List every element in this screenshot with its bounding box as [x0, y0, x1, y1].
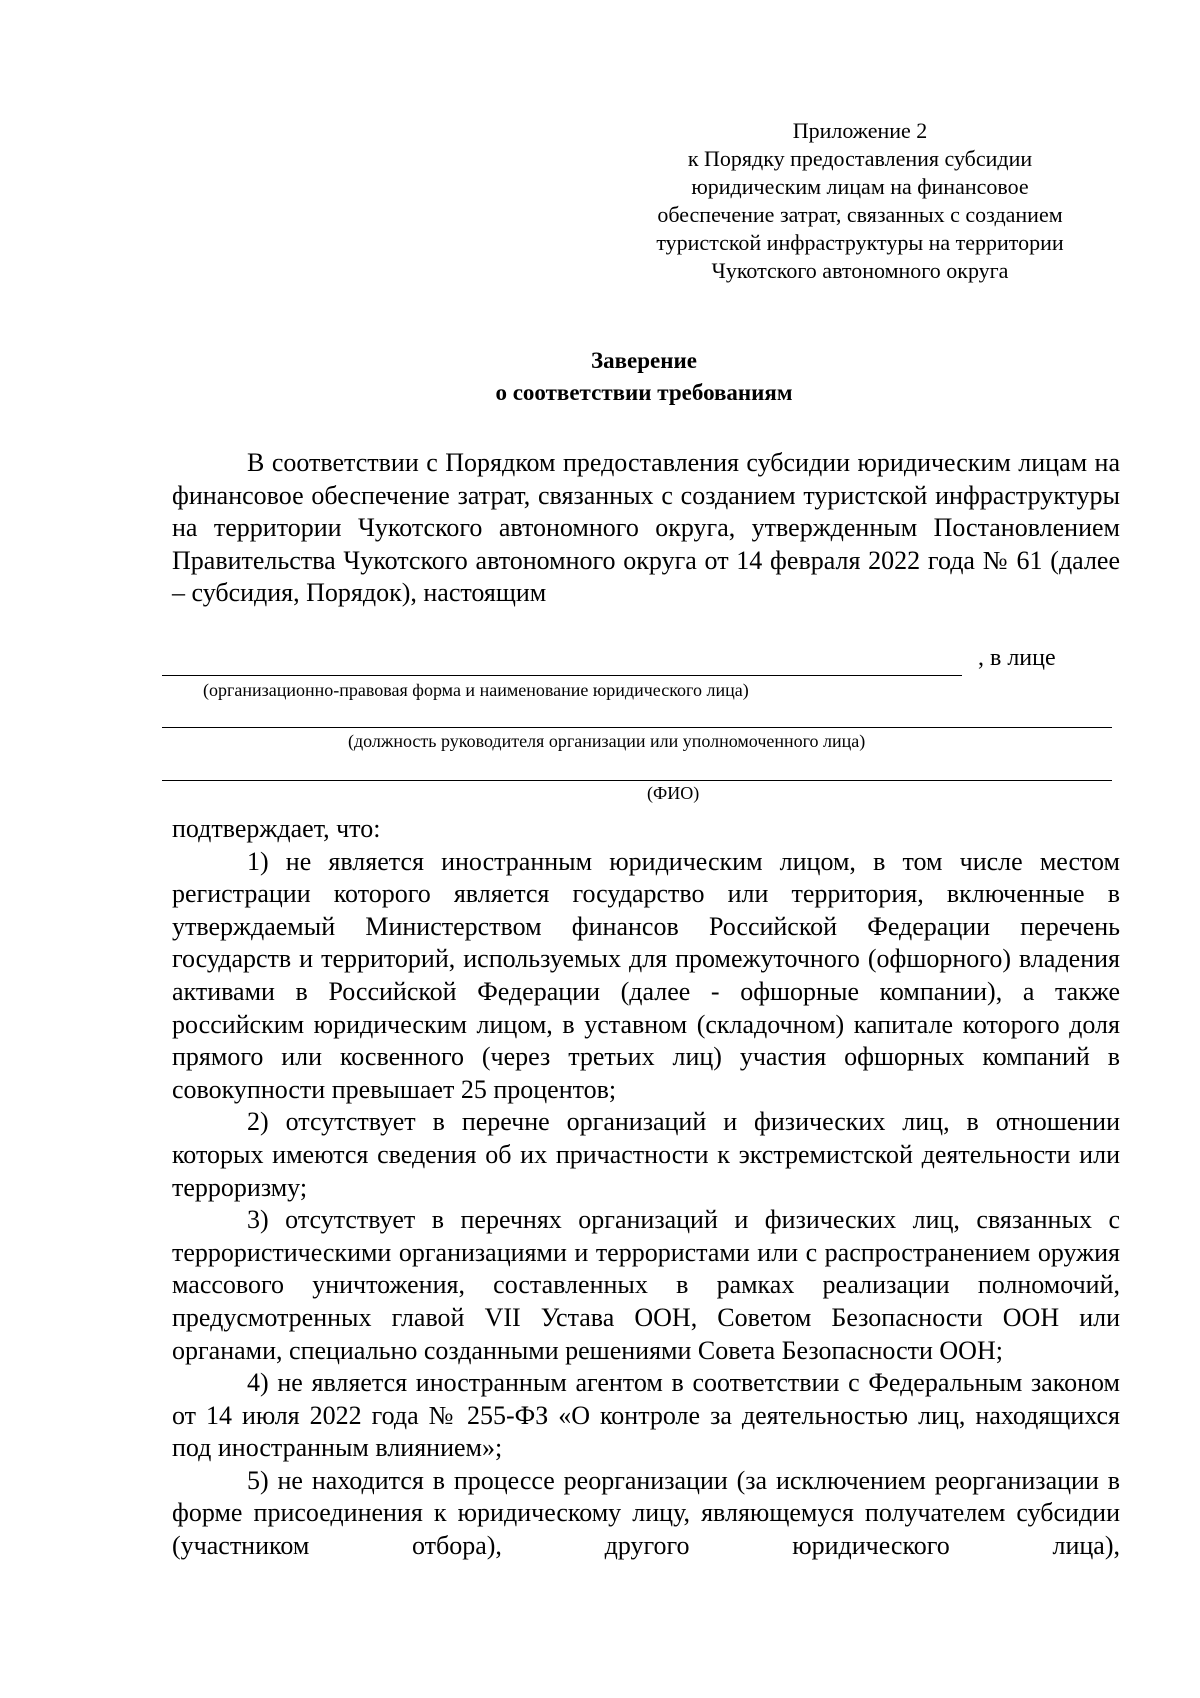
- appendix-line: к Порядку предоставления субсидии: [687, 146, 1033, 171]
- fio-caption: (ФИО): [647, 783, 700, 803]
- in-person-label: , в лице: [978, 645, 1056, 671]
- condition-item: 2) отсутствует в перечне организаций и физических лиц, в отношении которых имеются сведения об их причастности к экстремистской деятельности или терроризму;: [172, 1107, 1120, 1202]
- appendix-line: Чукотского автономного округа: [711, 258, 1009, 283]
- confirms-text: подтверждает, что:: [172, 814, 381, 843]
- document-title: [0, 345, 1200, 409]
- appendix-line: туристской инфраструктуры на территории: [656, 230, 1064, 255]
- conditions-section: [172, 813, 1120, 1563]
- appendix-line: Приложение 2: [792, 118, 928, 143]
- condition-item: 3) отсутствует в перечнях организаций и физических лиц, связанных с террористическими организациями и террористами или с распространением оружия массового уничтожения, составленных в рамках реализации полномочий, предусмотренных главой VII Устава ООН, Советом Безопасности ООН или органами, специально созданными решениями Совета Безопасности ООН;: [172, 1205, 1120, 1365]
- condition-item: 1) не является иностранным юридическим лицом, в том числе местом регистрации которого является государство или территория, включенные в утверждаемый Министерством финансов Российской Федерации перечень государств и территорий, используемых для промежуточного (офшорного) владения активами в Российской Федерации (далее - офшорные компании), а также российским юридическим лицом, в уставном (складочном) капитале которого доля прямого или косвенного (через третьих лиц) участия офшорных компаний в совокупности превышает 25 процентов;: [172, 846, 1120, 1104]
- fio-blank-line: [162, 780, 1112, 781]
- position-caption: (должность руководителя организации или уполномоченного лица): [348, 731, 866, 751]
- intro-paragraph: В соответствии с Порядком предоставления субсидии юридическим лицам на финансовое обеспечение затрат, связанных с созданием туристской инфраструктуры на территории Чукотского автономного округа, утвержденным Постановлением Правительства Чукотского автономного округа от 14 февраля 2022 года № 61 (далее – субсидия, Порядок), настоящим: [172, 448, 1120, 608]
- appendix-line: обеспечение затрат, связанных с созданием: [657, 202, 1063, 227]
- organization-blank-line: [162, 675, 962, 676]
- title-line-2: о соответствии требованиям: [495, 380, 793, 405]
- intro-section: [172, 447, 1120, 610]
- appendix-header: [630, 117, 1090, 285]
- condition-item: 4) не является иностранным агентом в соответствии с Федеральным законом от 14 июля 2022 года № 255-ФЗ «О контроле за деятельностью лиц, находящихся под иностранным влиянием»;: [172, 1368, 1120, 1463]
- appendix-line: юридическим лицам на финансовое: [691, 174, 1029, 199]
- organization-caption: (организационно-правовая форма и наименование юридического лица): [203, 680, 749, 700]
- condition-item: 5) не находится в процессе реорганизации (за исключением реорганизации в форме присоединения к юридическому лицу, являющемуся получателем субсидии (участником отбора), другого юридического лица),: [172, 1465, 1120, 1561]
- position-blank-line: [162, 727, 1112, 728]
- title-line-1: Заверение: [591, 348, 697, 373]
